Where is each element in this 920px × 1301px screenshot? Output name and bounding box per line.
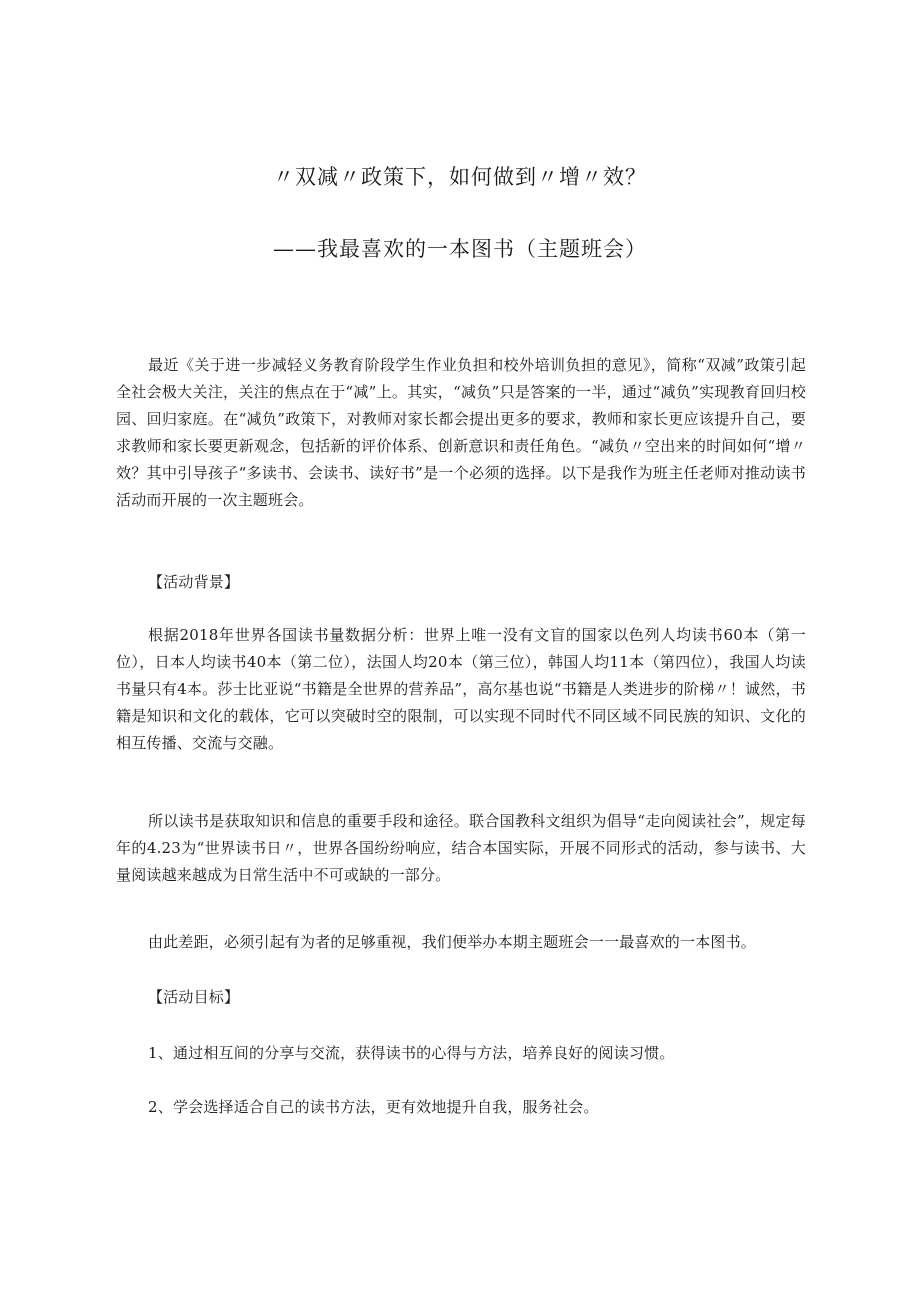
goals-heading: 【活动目标】 — [148, 988, 240, 1006]
document-title: 〃双减〃政策下，如何做到〃增〃效？ — [273, 165, 647, 189]
goal-item-1: 1、通过相互间的分享与交流，获得读书的心得与方法，培养良好的阅读习惯。 — [148, 1044, 675, 1062]
background-paragraph-3: 由此差距，必须引起有为者的足够重视，我们便举办本期主题班会一一最喜欢的一本图书。 — [148, 933, 757, 951]
background-paragraph-1: 根据2018年世界各国读书量数据分析：世界上唯一没有文盲的国家以色列人均读书60本（第一位），日本人均读书40本（第二位），法国人均20本（第三位），韩国人均11本（第四位），我国人均读书量只有4本。莎士比亚说“书籍是全世界的营养品”，高尔基也说“书籍是人类进步的阶梯〃！诚然，书籍是知识和文化的载体，它可以突破时空的限制，可以实现不同时代不同区域不同民族的知识、文化的相互传播、交流与交融。 — [116, 626, 806, 752]
background-heading: 【活动背景】 — [148, 573, 240, 591]
intro-paragraph: 最近《关于进一步减轻义务教育阶段学生作业负担和校外培训负担的意见》，简称“双减”政策引起全社会极大关注，关注的焦点在于“减”上。其实，“减负”只是答案的一半，通过“减负”实现教育回归校园、回归家庭。在“减负”政策下，对教师对家长都会提出更多的要求，教师和家长更应该提升自己，要求教师和家长要更新观念，包括新的评价体系、创新意识和责任角色。“减负〃空出来的时间如何“增〃效？其中引导孩子“多读书、会读书、读好书”是一个必须的选择。以下是我作为班主任老师对推动读书活动而开展的一次主题班会。 — [116, 356, 806, 509]
document-subtitle: ——我最喜欢的一本图书（主题班会） — [273, 237, 647, 261]
goal-item-2: 2、学会选择适合自己的读书方法，更有效地提升自我，服务社会。 — [148, 1098, 599, 1116]
background-paragraph-2: 所以读书是获取知识和信息的重要手段和途径。联合国教科文组织为倡导“走向阅读社会”，规定每年的4.23为“世界读书日〃，世界各国纷纷响应，结合本国实际，开展不同形式的活动，参与读书、大量阅读越来越成为日常生活中不可或缺的一部分。 — [116, 812, 806, 884]
